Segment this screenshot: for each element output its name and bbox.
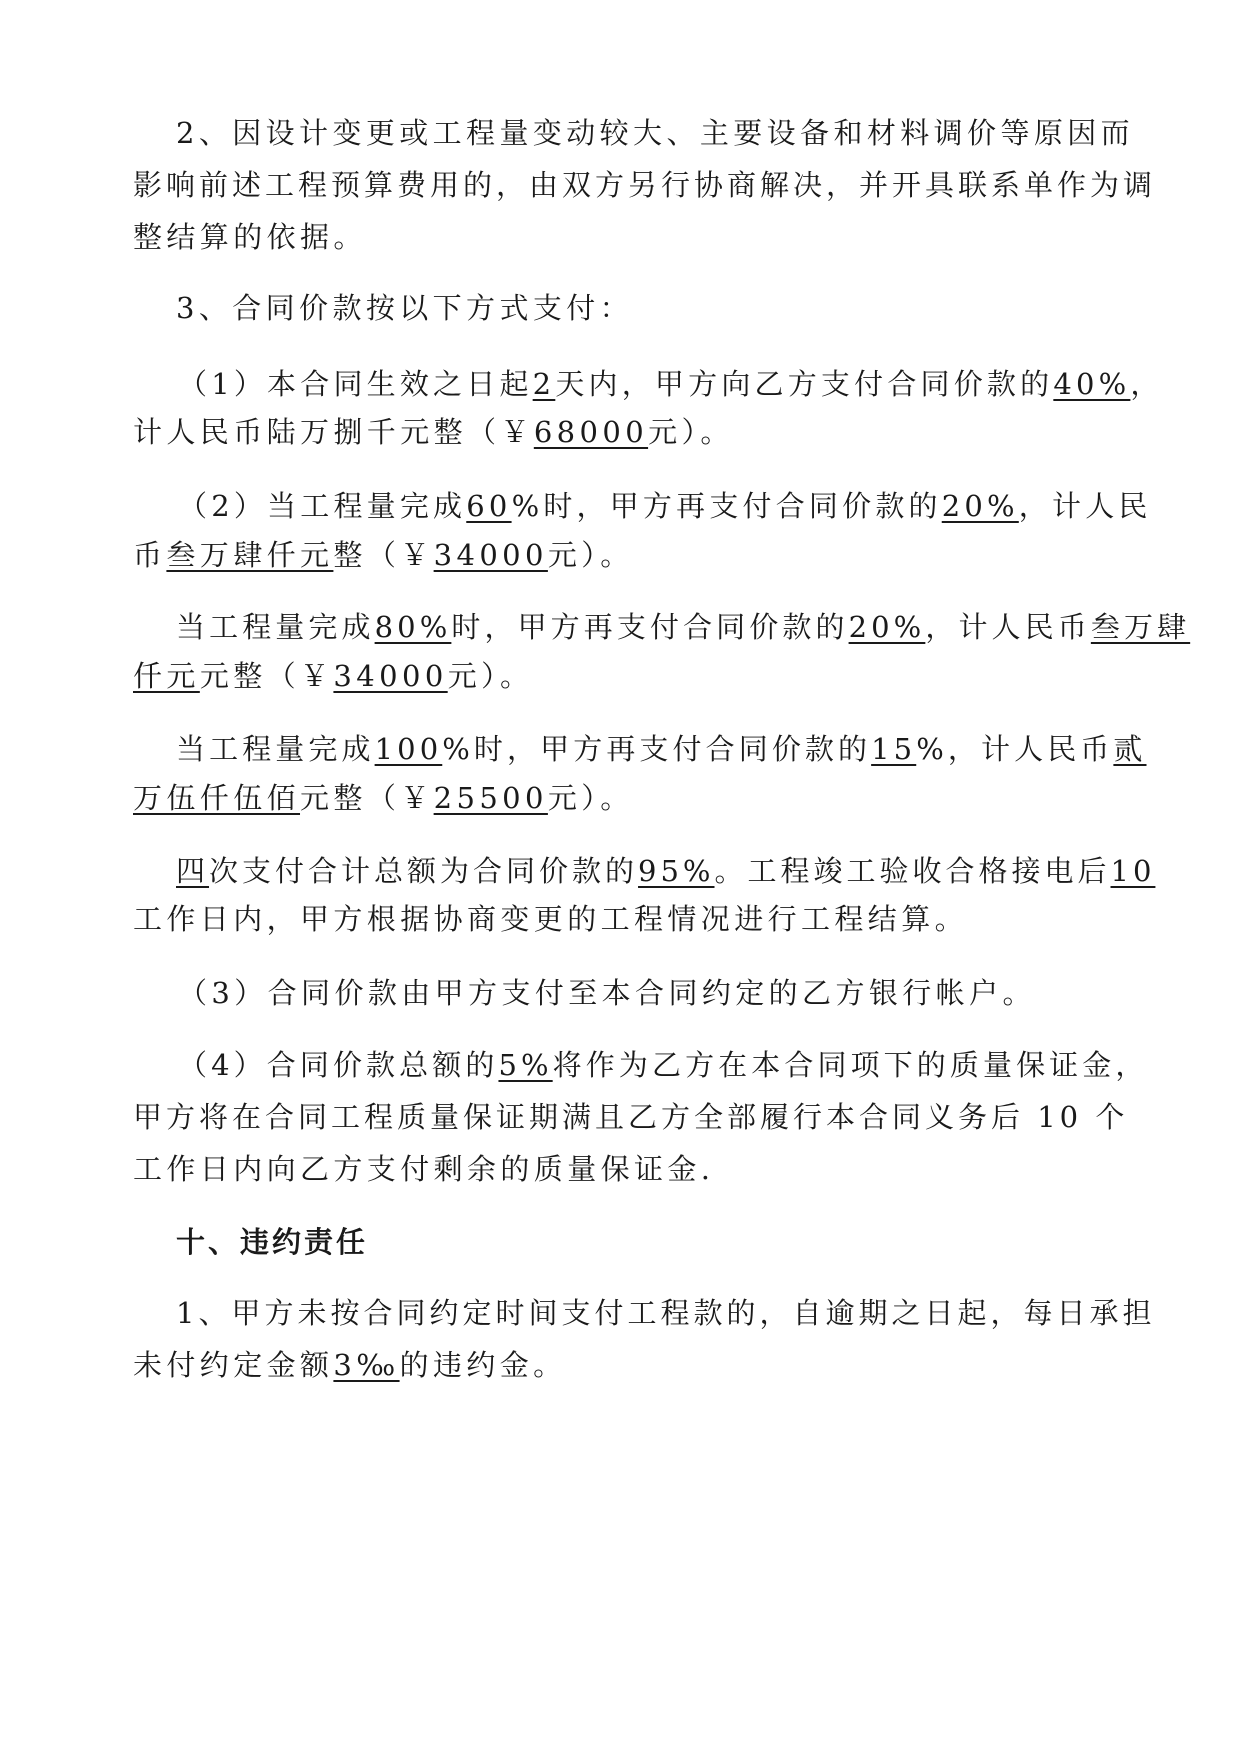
underlined-value: 贰 [1113, 732, 1147, 766]
underlined-value: 80% [374, 610, 452, 644]
paragraph-line: 当工程量完成100%时，甲方再支付合同价款的15%，计人民币贰 [176, 732, 1147, 766]
paragraph-line: （4）合同价款总额的5%将作为乙方在本合同项下的质量保证金， [178, 1048, 1149, 1082]
underlined-value: 25500 [433, 781, 548, 815]
section-heading: 十、违约责任 [176, 1225, 369, 1259]
paragraph-line: 计人民币陆万捌千元整（￥68000元）。 [133, 415, 734, 449]
underlined-value: 40% [1053, 367, 1131, 401]
paragraph-line: 未付约定金额3‰的违约金。 [133, 1348, 567, 1382]
underlined-value: 34000 [333, 659, 448, 693]
underlined-value: 万伍仟伍佰 [133, 781, 301, 815]
underlined-value: 34000 [433, 538, 548, 572]
paragraph-line: 整结算的依据。 [133, 220, 367, 254]
paragraph-line: （3）合同价款由甲方支付至本合同约定的乙方银行帐户。 [178, 976, 1036, 1010]
underlined-value: 叁万肆 [1090, 610, 1191, 644]
paragraph-line: 万伍仟伍佰元整（￥25500元）。 [133, 781, 634, 815]
underlined-value: 10 [1110, 854, 1156, 888]
underlined-value: 2 [532, 367, 556, 401]
underlined-value: 20% [941, 489, 1019, 523]
underlined-value: 四 [176, 854, 210, 888]
underlined-value: 60 [466, 489, 512, 523]
underlined-value: 100 [374, 732, 443, 766]
underlined-value: 5% [498, 1048, 553, 1082]
underlined-value: 仟元 [133, 659, 200, 693]
paragraph-line: 四次支付合计总额为合同价款的95%。工程竣工验收合格接电后10 [176, 854, 1156, 888]
paragraph-line: 影响前述工程预算费用的，由双方另行协商解决，并开具联系单作为调 [133, 168, 1157, 202]
paragraph-line: 当工程量完成80%时，甲方再支付合同价款的20%，计人民币叁万肆 [176, 610, 1191, 644]
paragraph-line: 3、合同价款按以下方式支付： [176, 291, 634, 325]
paragraph-line: 工作日内向乙方支付剩余的质量保证金. [133, 1152, 715, 1186]
underlined-value: 95% [638, 854, 715, 888]
underlined-value: 15 [871, 732, 917, 766]
paragraph-line: 工作日内，甲方根据协商变更的工程情况进行工程结算。 [133, 902, 969, 936]
paragraph-line: 1、甲方未按合同约定时间支付工程款的，自逾期之日起，每日承担 [176, 1296, 1156, 1330]
paragraph-line: 币叁万肆仟元整（￥34000元）。 [133, 538, 634, 572]
paragraph-line: 甲方将在合同工程质量保证期满且乙方全部履行本合同义务后 10 个 [133, 1100, 1129, 1134]
underlined-value: 68000 [533, 415, 649, 449]
paragraph-line: 仟元元整（￥34000元）。 [133, 659, 534, 693]
paragraph-line: （1）本合同生效之日起2天内，甲方向乙方支付合同价款的40%， [178, 367, 1164, 401]
underlined-value: 叁万肆仟元 [166, 538, 334, 572]
underlined-value: 20% [848, 610, 926, 644]
paragraph-line: 2、因设计变更或工程量变动较大、主要设备和材料调价等原因而 [176, 116, 1135, 150]
paragraph-line: （2）当工程量完成60%时，甲方再支付合同价款的20%，计人民 [178, 489, 1152, 523]
underlined-value: 3‰ [333, 1348, 400, 1382]
